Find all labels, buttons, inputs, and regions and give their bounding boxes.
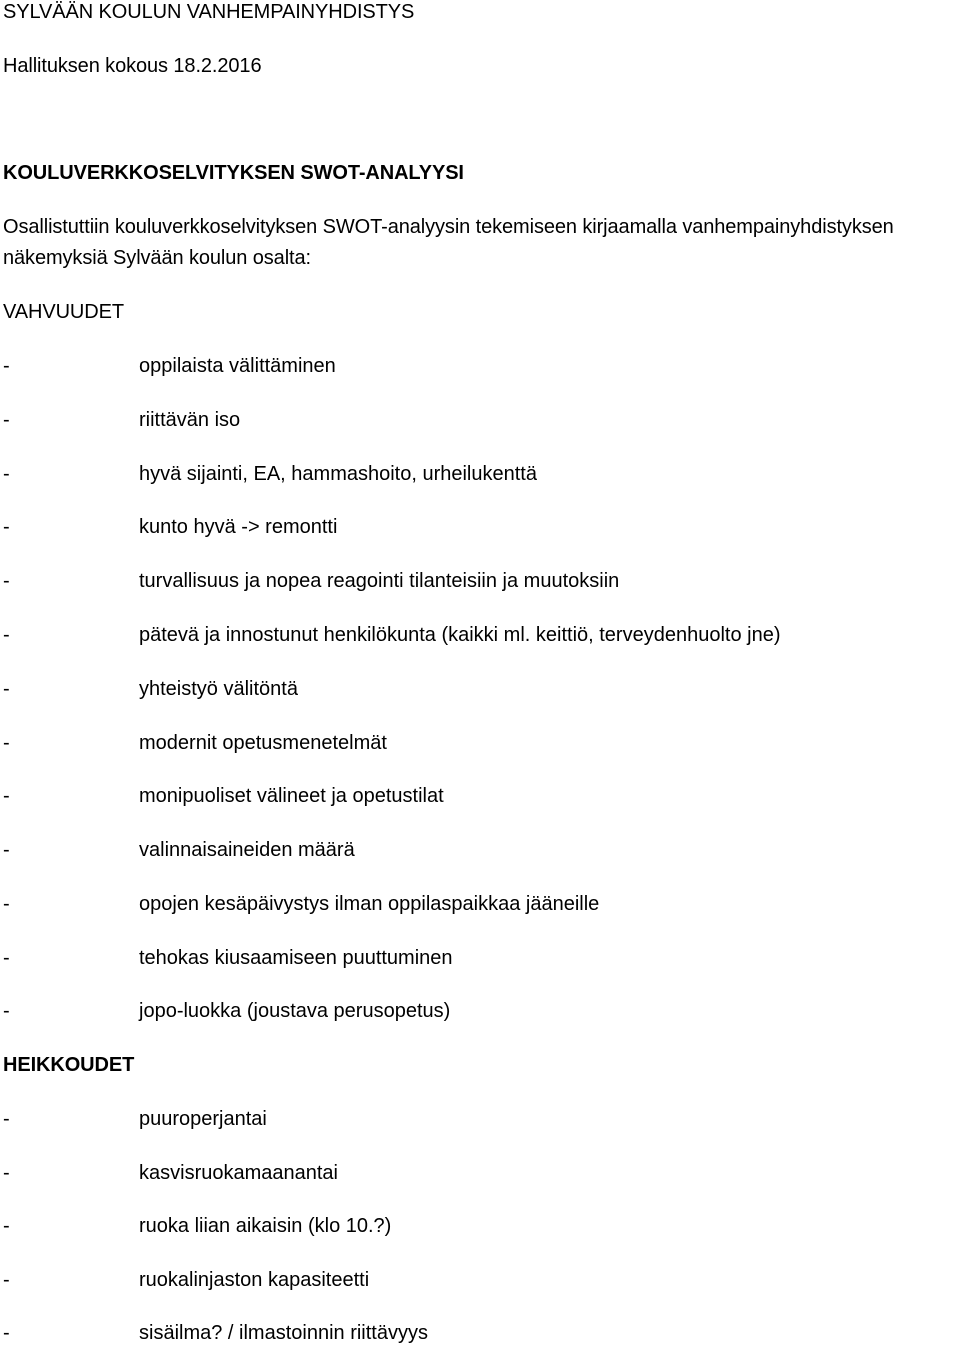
list-item-text: yhteistyö välitöntä <box>139 678 298 700</box>
list-dash: - <box>3 1215 10 1237</box>
list-dash: - <box>3 1000 10 1022</box>
list-dash: - <box>3 624 10 646</box>
list-item-text: opojen kesäpäivystys ilman oppilaspaikkaa jääneille <box>139 893 600 915</box>
list-item-text: monipuoliset välineet ja opetustilat <box>139 785 444 807</box>
list-item-text: kasvisruokamaanantai <box>139 1162 338 1184</box>
list-item-text: hyvä sijainti, EA, hammashoito, urheilukenttä <box>139 463 537 485</box>
list-dash: - <box>3 785 10 807</box>
list-dash: - <box>3 1108 10 1130</box>
list-dash: - <box>3 409 10 431</box>
weaknesses-heading: HEIKKOUDET <box>3 1054 135 1076</box>
list-dash: - <box>3 355 10 377</box>
list-dash: - <box>3 839 10 861</box>
list-dash: - <box>3 1322 10 1344</box>
list-dash: - <box>3 463 10 485</box>
list-dash: - <box>3 678 10 700</box>
list-dash: - <box>3 516 10 538</box>
list-item-text: ruoka liian aikaisin (klo 10.?) <box>139 1215 392 1237</box>
list-dash: - <box>3 947 10 969</box>
list-item-text: puuroperjantai <box>139 1108 267 1130</box>
list-dash: - <box>3 570 10 592</box>
intro-line-2: näkemyksiä Sylvään koulun osalta: <box>3 247 311 269</box>
list-item-text: tehokas kiusaamiseen puuttuminen <box>139 947 453 969</box>
list-item-text: kunto hyvä -> remontti <box>139 516 338 538</box>
list-item-text: pätevä ja innostunut henkilökunta (kaikki ml. keittiö, terveydenhuolto jne) <box>139 624 781 646</box>
list-item-text: turvallisuus ja nopea reagointi tilanteisiin ja muutoksiin <box>139 570 620 592</box>
intro-line-1: Osallistuttiin kouluverkkoselvityksen SWOT-analyysin tekemiseen kirjaamalla vanhempainyhdistyksen <box>3 216 894 238</box>
list-dash: - <box>3 893 10 915</box>
list-item-text: ruokalinjaston kapasiteetti <box>139 1269 370 1291</box>
list-dash: - <box>3 1162 10 1184</box>
list-item-text: valinnaisaineiden määrä <box>139 839 355 861</box>
list-item-text: riittävän iso <box>139 409 241 431</box>
organization-name: SYLVÄÄN KOULUN VANHEMPAINYHDISTYS <box>3 1 415 23</box>
list-item-text: sisäilma? / ilmastoinnin riittävyys <box>139 1322 428 1344</box>
list-dash: - <box>3 1269 10 1291</box>
list-item-text: oppilaista välittäminen <box>139 355 336 377</box>
meeting-date: Hallituksen kokous 18.2.2016 <box>3 55 262 77</box>
list-item-text: modernit opetusmenetelmät <box>139 732 387 754</box>
strengths-heading: VAHVUUDET <box>3 301 124 323</box>
document-title: KOULUVERKKOSELVITYKSEN SWOT-ANALYYSI <box>3 162 464 184</box>
list-dash: - <box>3 732 10 754</box>
list-item-text: jopo-luokka (joustava perusopetus) <box>139 1000 451 1022</box>
